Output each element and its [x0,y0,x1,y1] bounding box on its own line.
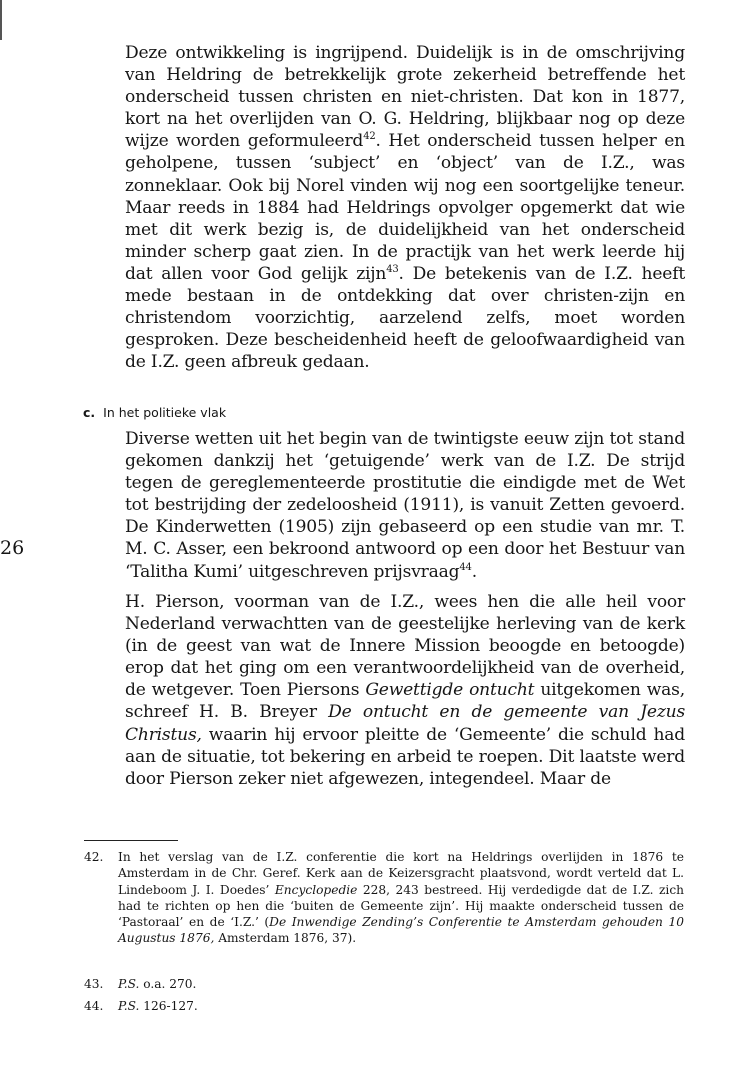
book-title-gewettigde-ontucht: Gewettigde ontucht [365,680,535,701]
paragraph-3 [125,591,685,790]
footnote-42-text-a: In het verslag van de I.Z. conferentie die kort na Heldrings overlijden in 1876 te Amsterdam in de Chr. Geref. Kerk aan de Keizersgracht plaatsvond, wordt verteld dat L. Lindeboom J. I. Doedes’ [118,850,684,897]
paragraph-2-text-b: . [471,561,477,582]
footnote-42-title-encyclopedie: Encyclopedie [274,882,358,897]
footnote-42-title-conferentie: De Inwendige Zending’s Conferentie te Amsterdam gehouden 10 Augustus 1876, [118,915,684,946]
footnote-42-text-b: 228, 243 bestreed. Hij verdedigde dat de I.Z. zich had te richten op hen die ‘buiten de Gemeente zijn’. Hij maakte onderscheid tussen de ‘Pastoraal’ en de ‘I.Z.’ ( [118,882,684,930]
section-heading-title: In het politieke vlak [103,405,227,420]
footnote-42-text-c: Amsterdam 1876, 37). [214,931,357,946]
footnote-ref-42[interactable]: 42 [363,131,376,143]
paragraph-2 [125,428,685,583]
paragraph-1 [125,42,685,373]
paragraph-3-text-b: uitgekomen was, schreef H. B. Breyer [125,680,685,723]
footnote-42 [84,849,684,947]
book-title-de-ontucht: De ontucht en de gemeente van Jezus Christus, [125,702,686,745]
paragraph-1-text-b: . Het onderscheid tussen helper en geholpene, tussen ‘subject’ en ‘object’ van de I.Z., was zonneklaar. Ook bij Norel vinden wij nog een soortgelijke teneur. Maar reeds in 1884 had Heldrings opvolger opgemerkt dat wie met dit werk bezig is, de duidelijkheid van het onderscheid minder scherp gaat zien. In de practijk van het werk leerde hij dat allen voor God gelijk zijn [125,131,685,284]
footnote-body [118,998,684,1014]
footnote-ref-43[interactable]: 43 [386,263,399,275]
section-heading-marker: c. [83,405,96,420]
paragraph-3-text-c: waarin hij ervoor pleitte de ‘Gemeente’ die schuld had aan de situatie, tot bekering en arbeid te roepen. Dit laatste werd door Pierson zeker niet afgewezen, integendeel. Maar de [125,724,685,789]
page-edge-mark [0,0,2,40]
footnote-44-text: 126-127. [139,999,198,1013]
paragraph-1-text-a: Deze ontwikkeling is ingrijpend. Duidelijk is in de omschrijving van Heldring de betrekkelijk grote zekerheid betreffende het onderscheid tussen christen en niet-christen. Dat kon in 1877, kort na het overlijden van O. G. Heldring, blijkbaar nog op deze wijze worden geformuleerd [125,43,685,152]
footnote-body [118,849,684,947]
footnote-43 [84,976,684,992]
paragraph-2-text-a: Diverse wetten uit het begin van de twintigste eeuw zijn tot stand gekomen dankzij het ‘getuigende’ werk van de I.Z. De strijd tegen de gereglementeerde prostitutie die eindigde met de Wet tot bestrijding der zedeloosheid (1911), is vanuit Zetten gevoerd. De Kinderwetten (1905) zijn gebaseerd op een studie van mr. T. M. C. Asser, een bekroond antwoord op een door het Bestuur van ‘Talitha Kumi’ uitgeschreven prijsvraag [125,429,685,582]
footnote-ref-44[interactable]: 44 [459,561,472,573]
page-number: 26 [0,537,25,559]
footnote-43-source: P.S. [118,977,140,991]
footnote-divider [84,840,178,841]
footnote-number: 44. [84,999,104,1013]
paragraph-3-text-a: H. Pierson, voorman van de I.Z., wees hen die alle heil voor Nederland verwachtten van de geestelijke herleving van de kerk (in de geest van wat de Innere Mission beoogde en betoogde) erop dat het ging om een verantwoordelijkheid van de overheid, de wetgever. Toen Piersons [125,592,685,701]
section-heading [83,405,226,421]
paragraph-1-text-c: . De betekenis van de I.Z. heeft mede bestaan in de ontdekking dat over christen-zijn en christendom voorzichtig, aarzelend zelfs, moet worden gesproken. Deze bescheidenheid heeft de geloofwaardigheid van de I.Z. geen afbreuk gedaan. [125,263,685,373]
footnote-44-source: P.S. [118,999,140,1013]
footnote-number: 43. [84,977,104,991]
footnote-43-text: o.a. 270. [139,977,197,991]
footnote-body [118,976,684,992]
footnote-44 [84,998,684,1014]
footnote-number: 42. [84,850,104,864]
